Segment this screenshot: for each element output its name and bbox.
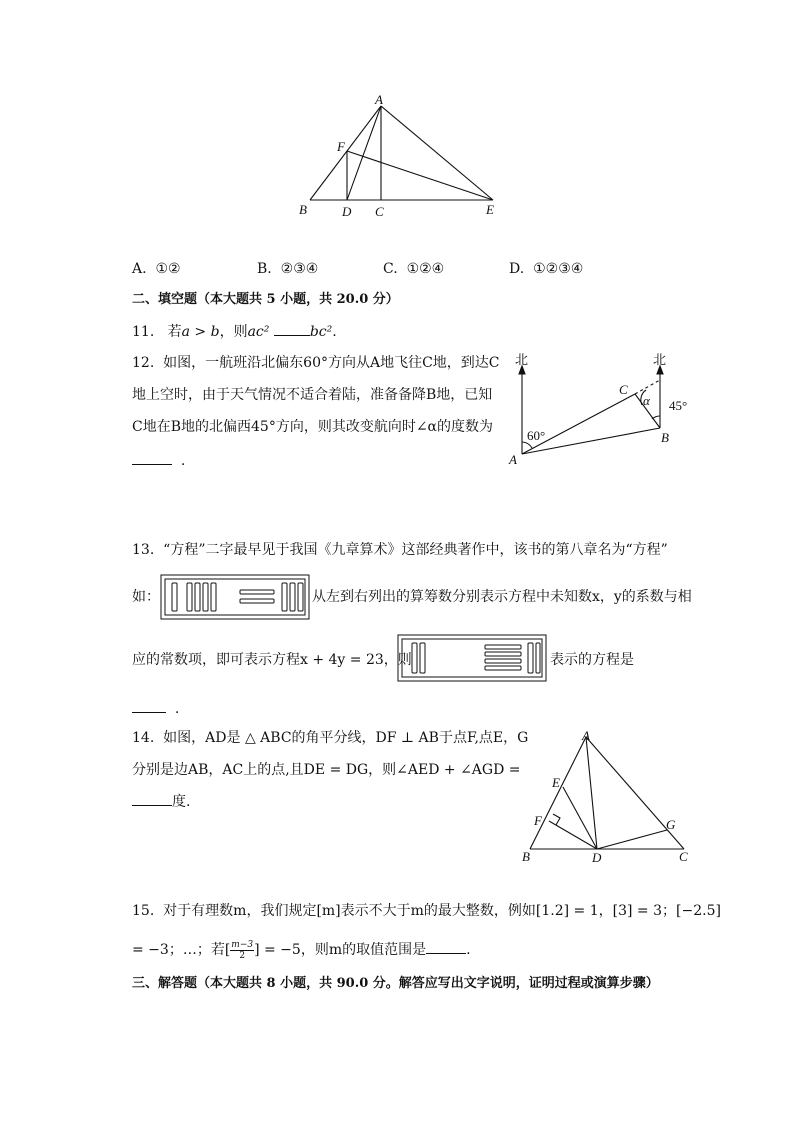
question-11 bbox=[132, 321, 337, 341]
section3-heading: 三、解答题（本大题共 8 小题，共 90.0 分。解答应写出文字说明，证明过程或演算步骤） bbox=[132, 976, 659, 991]
alpha-label: α bbox=[643, 393, 650, 408]
angle-45-arc bbox=[652, 416, 660, 419]
label-B: B bbox=[661, 430, 669, 445]
q13-end: . bbox=[174, 701, 180, 717]
q14-line3 bbox=[132, 791, 190, 811]
question-12-line1 bbox=[132, 354, 500, 372]
q13-text-line1: “方程”二字最早见于我国《九章算术》这部经典著作中，该书的第八章名为“方程” bbox=[163, 542, 668, 558]
q11-end: . bbox=[332, 324, 337, 340]
label-E: E bbox=[486, 202, 494, 217]
q11-rhs: bc² bbox=[309, 324, 333, 340]
q12-answer-blank[interactable] bbox=[132, 450, 172, 465]
q15-line2-post: ] = −5，则m的取值范围是 bbox=[254, 942, 427, 958]
line-AB bbox=[530, 737, 586, 849]
choice-d bbox=[509, 260, 583, 278]
label-D: D bbox=[592, 850, 602, 865]
label-C: C bbox=[679, 849, 688, 864]
q15-number: 15. bbox=[132, 903, 155, 919]
q11-answer-blank[interactable] bbox=[274, 321, 310, 336]
line-AE bbox=[381, 106, 493, 200]
q11-pre: 若 bbox=[167, 324, 182, 340]
label-B: B bbox=[299, 202, 307, 217]
q15-fraction-denominator: 2 bbox=[239, 950, 246, 961]
angle-60-label: 60° bbox=[527, 428, 546, 443]
q15-line2 bbox=[132, 939, 471, 961]
choice-a-value: ①② bbox=[155, 261, 181, 277]
choice-c-value: ①②④ bbox=[406, 261, 445, 277]
q13-line2-pre: 如： bbox=[132, 589, 160, 605]
label-C: C bbox=[619, 382, 628, 397]
q14-end: 度. bbox=[172, 794, 191, 810]
label-A: A bbox=[509, 452, 517, 467]
q11-mid: ，则 bbox=[219, 324, 248, 340]
line-AC bbox=[522, 394, 635, 454]
q13-line2-post: 从左到右列出的算筹数分别表示方程中未知数x，y的系数与相 bbox=[312, 589, 692, 605]
q15-end: . bbox=[466, 942, 471, 958]
label-A: A bbox=[582, 728, 590, 743]
question-15-line1 bbox=[132, 902, 721, 920]
north-label-A: 北 bbox=[515, 352, 529, 367]
choice-d-value: ①②③④ bbox=[533, 261, 584, 277]
label-D: D bbox=[342, 204, 352, 219]
section2-heading: 二、填空题（本大题共 5 小题，共 20.0 分） bbox=[132, 292, 399, 307]
label-G: G bbox=[666, 817, 676, 832]
q14-figure bbox=[512, 728, 702, 868]
choice-b bbox=[257, 260, 318, 278]
q13-line3-post: 表示的方程是 bbox=[550, 652, 634, 668]
question-14-line1 bbox=[132, 729, 528, 747]
q13-answer-blank[interactable] bbox=[132, 698, 166, 713]
line-C-extension bbox=[635, 380, 660, 394]
q15-fraction bbox=[230, 940, 254, 961]
q12-line4 bbox=[132, 450, 185, 470]
line-FE bbox=[347, 151, 493, 200]
angle-45-label: 45° bbox=[669, 398, 688, 413]
top-figure bbox=[295, 92, 510, 227]
choice-a bbox=[132, 260, 181, 278]
q13-line3-pre: 应的常数项，即可表示方程x + 4y = 23，则 bbox=[132, 652, 412, 668]
choice-d-letter: D. bbox=[509, 261, 525, 277]
q14-text-line1: 如图，AD是 △ ABC的角平分线，DF ⊥ AB于点F,点E，G bbox=[163, 730, 529, 746]
q13-line4 bbox=[132, 698, 179, 718]
q12-text-line3: C地在B地的北偏西45°方向，则其改变航向时∠α的度数为 bbox=[132, 419, 493, 435]
choice-c bbox=[383, 260, 444, 278]
north-arrow-A bbox=[519, 366, 525, 374]
q11-condition: a > b bbox=[181, 324, 220, 340]
north-label-B: 北 bbox=[653, 352, 667, 367]
q11-number: 11. bbox=[132, 324, 155, 340]
label-E: E bbox=[552, 775, 560, 790]
north-arrow-B bbox=[657, 366, 663, 374]
counting-rods-example bbox=[160, 574, 310, 620]
question-13-line1 bbox=[132, 541, 668, 559]
label-F: F bbox=[534, 813, 542, 828]
q12-number: 12. bbox=[132, 355, 155, 371]
label-C: C bbox=[375, 204, 384, 219]
q13-number: 13. bbox=[132, 542, 155, 558]
q12-text-line2: 地上空时，由于天气情况不适合着陆，准备备降B地，已知 bbox=[132, 387, 493, 403]
q15-line2-pre: = −3；…；若[ bbox=[132, 942, 231, 958]
q15-answer-blank[interactable] bbox=[426, 939, 466, 954]
line-AC bbox=[586, 737, 684, 849]
q14-answer-blank[interactable] bbox=[132, 791, 172, 806]
q12-text-line1: 如图，一航班沿北偏东60°方向从A地飞往C地，到达C bbox=[163, 355, 500, 371]
choice-c-letter: C. bbox=[383, 261, 398, 277]
choice-b-value: ②③④ bbox=[280, 261, 319, 277]
choice-b-letter: B. bbox=[257, 261, 272, 277]
q11-lhs: ac² bbox=[247, 324, 270, 340]
counting-rods-question bbox=[397, 634, 547, 682]
label-A: A bbox=[375, 92, 383, 107]
line-BA bbox=[310, 106, 381, 200]
line-DG bbox=[597, 830, 667, 849]
choice-a-letter: A. bbox=[132, 261, 147, 277]
q12-end: . bbox=[180, 453, 186, 469]
label-B: B bbox=[522, 849, 530, 864]
q14-text-line2: 分别是边AB，AC上的点,且DE = DG，则∠AED + ∠AGD = bbox=[132, 762, 521, 778]
q15-fraction-numerator: m−3 bbox=[231, 939, 254, 950]
q12-figure bbox=[505, 350, 705, 470]
q14-number: 14. bbox=[132, 730, 155, 746]
q15-text-line1: 对于有理数m，我们规定[m]表示不大于m的最大整数，例如[1.2] = 1，[3] = 3；[−2.5] bbox=[163, 903, 721, 919]
label-F: F bbox=[337, 139, 345, 154]
